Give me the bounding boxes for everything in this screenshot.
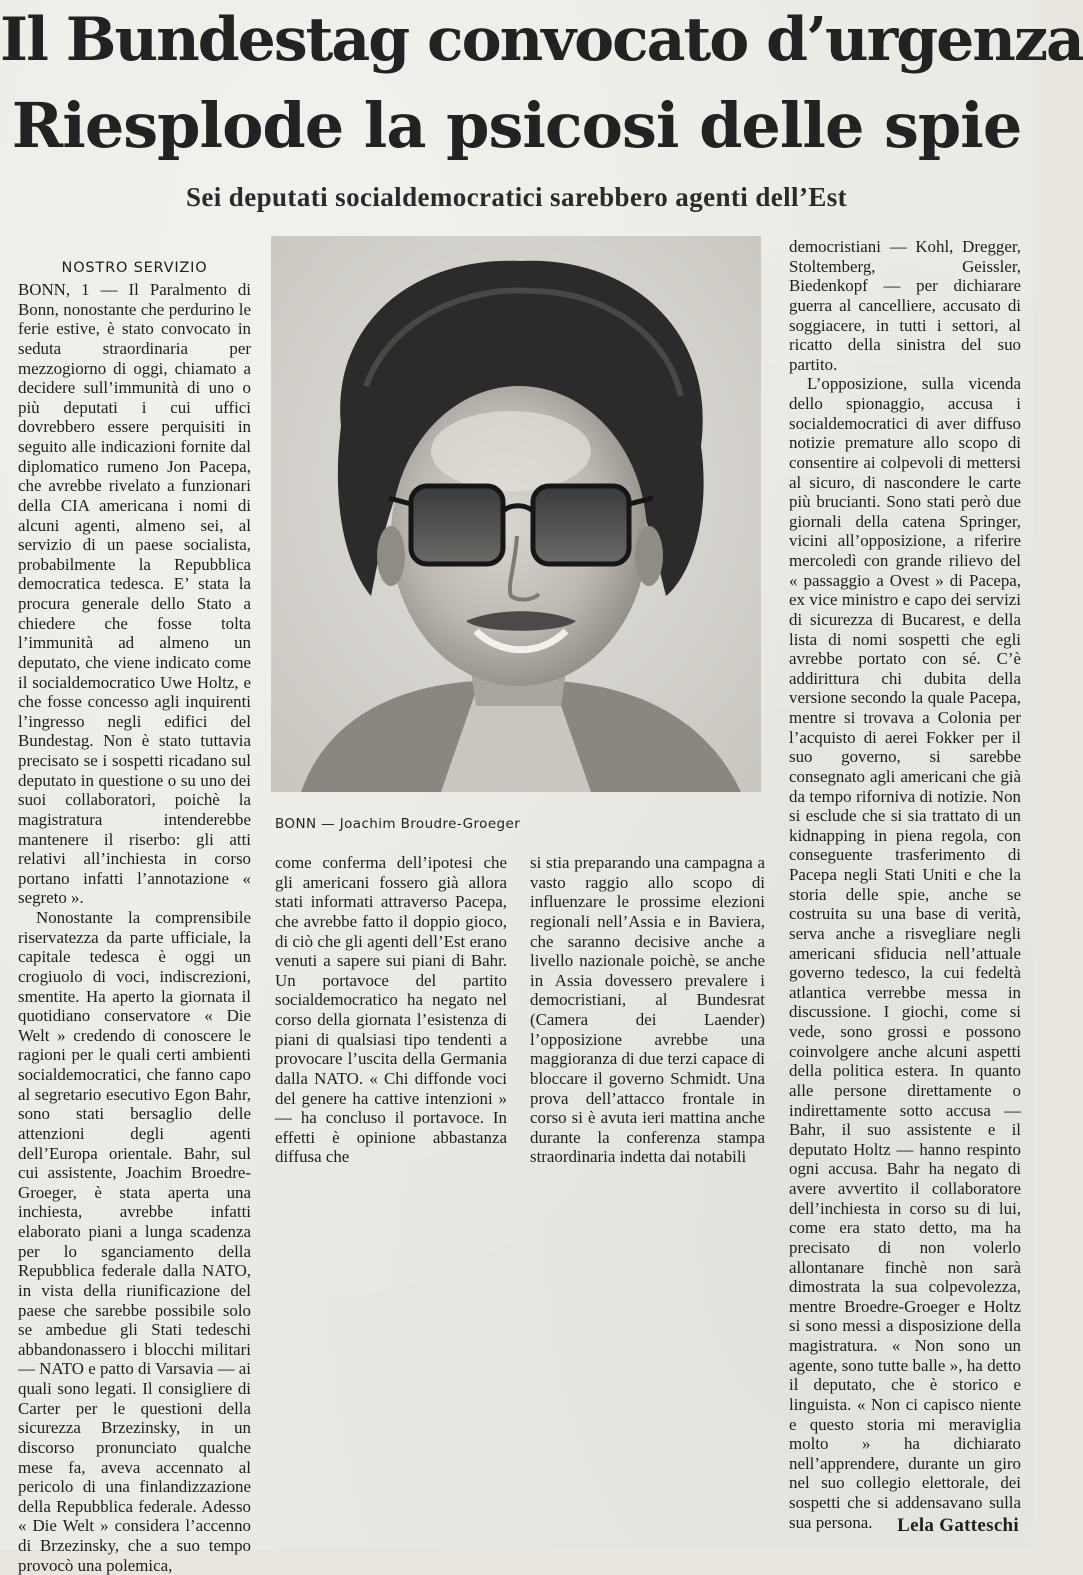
portrait-photo: [271, 236, 761, 792]
kicker: NOSTRO SERVIZIO: [61, 260, 208, 276]
article-column-1: [18, 258, 251, 1575]
subheadline: Sei deputati socialdemocratici sarebbero agenti dell’Est: [185, 182, 848, 212]
headline-line-2: Riesplode la psicosi delle spie: [11, 89, 1022, 162]
headline-line-1: Il Bundestag convocato d’urgenza: [0, 5, 1083, 75]
author-signature: Lela Gatteschi: [897, 1515, 1019, 1536]
article-column-2: [275, 853, 507, 1167]
paragraph: L’opposizione, sulla vicenda dello spionaggio, accusa i socialdemocratici di aver diffuso notizie premature allo scopo di consentire ai colpevoli di mettersi al sicuro, di nascondere le carte più brucianti. Sono stati però due giornali della catena Springer, vicini all’opposizione, a riferire mercoledì con grande rilievo del « passaggio a Ovest » di Pacepa, ex vice ministro e capo dei servizi di sicurezza di Bucarest, e della lista di nomi sospetti che egli avrebbe portato con sé. C’è addirittura chi dubita della versione secondo la quale Pacepa, mentre si trovava a Colonia per l’acquisto di aerei Fokker per il suo governo, si sarebbe consegnato agli americani che già da tempo riforniva di notizie. Non si esclude che si sia trattato di un kidnapping in piena regola, con conseguente trasferimento di Pacepa negli Stati Uniti e che la storia delle spie, anche se costruita su una base di verità, serva anche a risvegliare negli americani sfiducia nell’attuale governo tedesco, la cui fedeltà atlantica verrebbe messa in discussione. I giochi, come si vede, sono grossi e possono coinvolgere anche alcuni aspetti della politica estera. In quanto alle persone direttamente o indirettamente sotto accusa — Bahr, il suo assistente e il deputato Holtz — hanno respinto ogni accusa. Bahr ha negato di avere avvertito il collaboratore dell’inchiesta in corso su di lui, come era stato detto, ma ha precisato di non volerlo allontanare finchè non sarà dimostrata la sua colpevolezza, mentre Broedre-Groeger e Holtz si sono messi a disposizione della magistratura. « Non sono un agente, sono tutte balle », ha detto il deputato, che è storico e linguista. « Non ci capisco niente e questo storia mi meraviglia molto » ha dichiarato nell’apprendere, durante un giro nel suo collegio elettorale, dei sospetti che si addensavano sulla sua persona.: [789, 374, 1021, 1532]
paragraph: democristiani — Kohl, Dregger, Stoltemberg, Geissler, Biedenkopf — per dichiarare guerra al cancelliere, accusato di soggiacere, in tutti i settori, al ricatto della sinistra del suo partito.: [789, 237, 1021, 374]
article-column-4: [789, 237, 1021, 1532]
paragraph: come conferma dell’ipotesi che gli americani fossero già allora stati informati attraverso Pacepa, che avrebbe fatto il doppio gioco, di ciò che gli agenti dell’Est erano venuti a sapere sui piani di Bahr. Un portavoce del partito socialdemocratico ha negato nel corso della giornata l’esistenza di piani di qualsiasi tipo tendenti a provocare l’uscita della Germania dalla NATO. « Chi diffonde voci del genere ha cattive intenzioni » — ha concluso il portavoce. In effetti è opinione abbastanza diffusa che: [275, 853, 507, 1167]
article-column-3: [530, 853, 765, 1167]
paragraph: si stia preparando una campagna a vasto raggio allo scopo di influenzare le prossime elezioni regionali nell’Assia e in Baviera, che saranno decisive anche a livello nazionale poichè, se anche in Assia dovessero prevalere i democristiani, al Bundesrat (Camera dei Laender) l’opposizione avrebbe una maggioranza di due terzi capace di bloccare il governo Schmidt. Una prova dell’attacco frontale in corso si è avuta ieri mattina anche durante la conferenza stampa straordinaria indetta dai notabili: [530, 853, 765, 1167]
photo-caption: BONN — Joachim Broudre-Groeger: [275, 816, 521, 832]
paragraph: Nonostante la comprensibile riservatezza da parte ufficiale, la capitale tedesca è oggi un crogiuolo di voci, indiscrezioni, smentite. Ha aperto la giornata il quotidiano conservatore « Die Welt » credendo di conoscere le ragioni per le quali certi ambienti socialdemocratici, che fanno capo al segretario esecutivo Egon Bahr, sono stati bersaglio delle attenzioni degli agenti dell’Europa orientale. Bahr, sul cui assistente, Joachim Broedre-Groeger, è stata aperta una inchiesta, avrebbe infatti elaborato piani a lunga scadenza per lo sganciamento della Repubblica federale dalla NATO, in vista della riunificazione del paese che sarebbe possibile solo se ambedue gli Stati tedeschi abbandonassero i blocchi militari — NATO e patto di Varsavia — ai quali sono legati. Il consigliere di Carter per le questioni della sicurezza Brzezinsky, in un discorso pronunciato qualche mese fa, aveva accennato al pericolo di una finlandizzazione della Repubblica federale. Adesso « Die Welt » considera l’accenno di Brzezinsky, che a suo tempo provocò una polemica,: [18, 908, 251, 1575]
paragraph: BONN, 1 — Il Paralmento di Bonn, nonostante che perdurino le ferie estive, è stato convocato in seduta straordinaria per mezzogiorno di oggi, chiamato a decidere sull’immunità di uno o più deputati i cui uffici dovrebbero essere perquisiti in seguito alle indicazioni fornite dal diplomatico rumeno Jon Pacepa, che avrebbe rivelato a funzionari della CIA americana i nomi di alcuni agenti, almeno sei, al servizio di un paese socialista, probabilmente la Repubblica democratica tedesca. E’ stata la procura generale dello Stato a chiedere che fosse tolta l’immunità ad almeno un deputato, che viene indicato come il socialdemocratico Uwe Holtz, e che fosse concesso agli inquirenti l’ingresso negli edifici del Bundestag. Non è stato tuttavia precisato se i sospetti ricadano sul deputato in questione o su uno dei suoi collaboratori, poichè la magistratura intenderebbe mantenere il riserbo: gli atti relativi all’inchiesta in corso portano infatti l’annotazione « segreto ».: [18, 280, 251, 908]
